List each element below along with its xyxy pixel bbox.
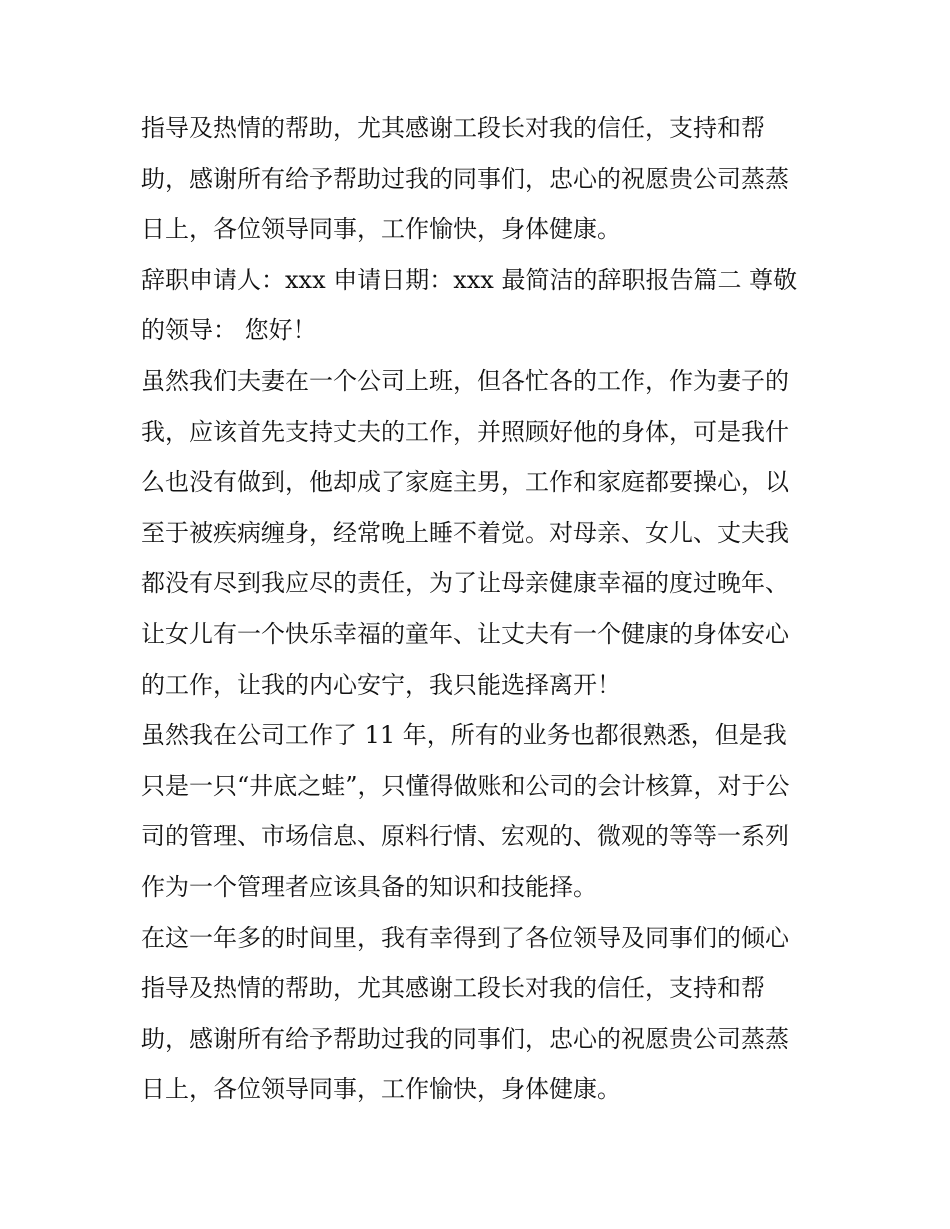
text-line: 助，感谢所有给予帮助过我的同事们，忠心的祝愿贵公司蒸蒸 (141, 1024, 789, 1053)
text-line: 日上，各位领导同事，工作愉快，身体健康。 (141, 1075, 621, 1104)
text-line: 的工作，让我的内心安宁，我只能选择离开！ (141, 670, 621, 699)
text-line: 让女儿有一个快乐幸福的童年、让丈夫有一个健康的身体安心 (141, 619, 789, 648)
text-line: 虽然我在公司工作了 11 年，所有的业务也都很熟悉，但是我 (141, 721, 787, 750)
text-line: 辞职申请人：xxx 申请日期：xxx 最简洁的辞职报告篇二 尊敬 (141, 265, 798, 294)
text-line: 指导及热情的帮助，尤其感谢工段长对我的信任，支持和帮 (141, 974, 765, 1003)
document-body (141, 103, 821, 1115)
text-line: 作为一个管理者应该具备的知识和技能择。 (141, 872, 597, 901)
text-line: 么也没有做到，他却成了家庭主男，工作和家庭都要操心，以 (141, 468, 789, 497)
text-line: 只是一只“井底之蛙”，只懂得做账和公司的会计核算，对于公 (141, 771, 790, 800)
text-line: 的领导： 您好！ (141, 316, 317, 345)
text-line: 司的管理、市场信息、原料行情、宏观的、微观的等等一系列 (141, 822, 789, 851)
text-line: 助，感谢所有给予帮助过我的同事们，忠心的祝愿贵公司蒸蒸 (141, 164, 789, 193)
text-line: 指导及热情的帮助，尤其感谢工段长对我的信任，支持和帮 (141, 114, 765, 142)
text-line: 至于被疾病缠身，经常晚上睡不着觉。对母亲、女儿、丈夫我 (141, 518, 789, 547)
text-line: 日上，各位领导同事，工作愉快，身体健康。 (141, 215, 621, 244)
text-line: 在这一年多的时间里，我有幸得到了各位领导及同事们的倾心 (141, 923, 789, 952)
text-line: 虽然我们夫妻在一个公司上班，但各忙各的工作，作为妻子的 (141, 366, 789, 395)
text-line: 都没有尽到我应尽的责任，为了让母亲健康幸福的度过晚年、 (141, 569, 789, 598)
text-line: 我，应该首先支持丈夫的工作，并照顾好他的身体，可是我什 (141, 417, 789, 446)
